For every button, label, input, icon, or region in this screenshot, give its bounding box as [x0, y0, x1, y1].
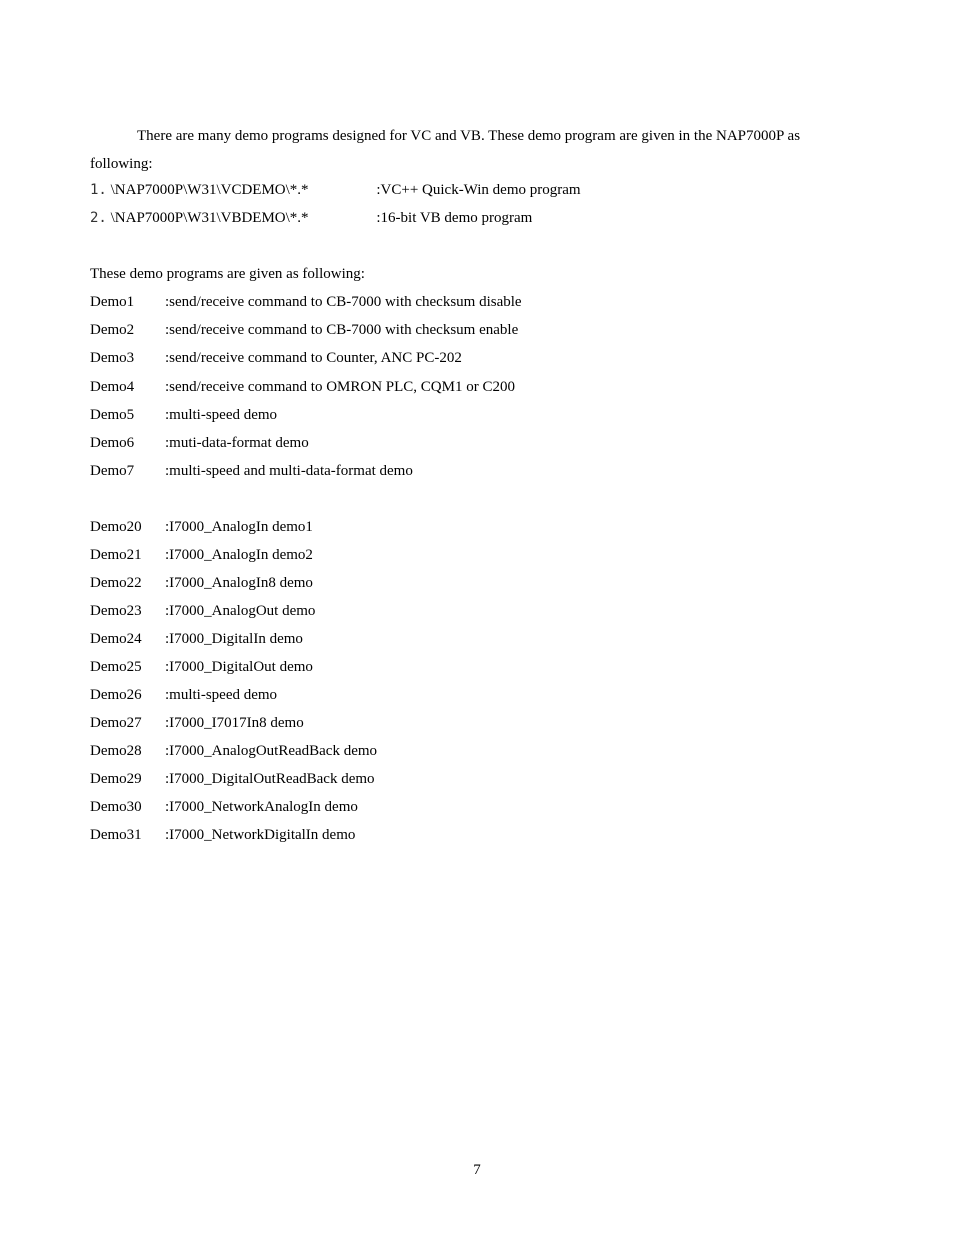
demo-description: :I7000_I7017In8 demo [165, 715, 304, 731]
demo-row [90, 401, 277, 429]
demo-row [90, 653, 313, 681]
demo-name: Demo1 [90, 294, 135, 310]
demo-description: :send/receive command to OMRON PLC, CQM1 or C200 [165, 379, 515, 395]
demo-name: Demo2 [90, 322, 135, 338]
demo-row [90, 373, 515, 401]
demo-description: :send/receive command to CB-7000 with checksum disable [165, 294, 522, 310]
demo-name: Demo21 [90, 547, 142, 563]
demo-row [90, 344, 462, 372]
demo-description: :send/receive command to Counter, ANC PC-202 [165, 350, 462, 366]
demo-name: Demo5 [90, 407, 135, 423]
demo-name: Demo31 [90, 827, 142, 843]
demo-name: Demo25 [90, 659, 142, 675]
demo-description: :I7000_AnalogOut demo [165, 603, 316, 619]
demo-name: Demo4 [90, 379, 135, 395]
demo-description: :send/receive command to CB-7000 with checksum enable [165, 322, 519, 338]
demo-row [90, 821, 355, 849]
intro-paragraph: There are many demo programs designed for VC and VB. These demo program are given in the NAP7000P as following: [90, 128, 801, 172]
demo-name: Demo7 [90, 463, 135, 479]
demo-description: :I7000_AnalogOutReadBack demo [165, 743, 378, 759]
demo-row [90, 513, 313, 541]
directory-path: \NAP7000P\W31\VCDEMO\*.* [110, 182, 309, 198]
demo-row [90, 765, 375, 793]
demo-row [90, 793, 358, 821]
directory-item [90, 176, 581, 204]
demo-row [90, 541, 313, 569]
demo-name: Demo28 [90, 743, 142, 759]
demos-heading: These demo programs are given as following: [90, 266, 365, 282]
demo-name: Demo26 [90, 687, 142, 703]
demo-description: :multi-speed demo [165, 687, 278, 703]
demo-name: Demo29 [90, 771, 142, 787]
demo-row [90, 316, 518, 344]
demo-description: :multi-speed demo [165, 407, 278, 423]
directory-number: 1. [90, 182, 107, 198]
demo-name: Demo22 [90, 575, 142, 591]
demo-row [90, 737, 377, 765]
demo-description: :I7000_NetworkDigitalIn demo [165, 827, 356, 843]
demo-description: :I7000_AnalogIn demo1 [165, 519, 313, 535]
demo-row [90, 288, 522, 316]
demo-name: Demo20 [90, 519, 142, 535]
demo-name: Demo27 [90, 715, 142, 731]
demo-name: Demo23 [90, 603, 142, 619]
demo-row [90, 569, 313, 597]
demo-name: Demo3 [90, 350, 135, 366]
demo-name: Demo24 [90, 631, 142, 647]
demo-description: :multi-speed and multi-data-format demo [165, 463, 413, 479]
directory-description: :16-bit VB demo program [376, 210, 533, 226]
demo-row [90, 709, 304, 737]
demo-description: :I7000_AnalogIn demo2 [165, 547, 313, 563]
directory-description: :VC++ Quick-Win demo program [376, 182, 581, 198]
demo-row [90, 625, 303, 653]
directory-item [90, 204, 532, 232]
page-number: 7 [473, 1162, 481, 1178]
demo-name: Demo6 [90, 435, 135, 451]
demo-row [90, 597, 315, 625]
demo-description: :I7000_DigitalIn demo [165, 631, 303, 647]
demo-row [90, 457, 413, 485]
demo-row [90, 681, 277, 709]
demo-description: :I7000_DigitalOutReadBack demo [165, 771, 375, 787]
demo-description: :I7000_NetworkAnalogIn demo [165, 799, 358, 815]
demo-description: :I7000_AnalogIn8 demo [165, 575, 313, 591]
demo-row [90, 429, 309, 457]
directory-number: 2. [90, 210, 107, 226]
demo-description: :I7000_DigitalOut demo [165, 659, 313, 675]
directory-path: \NAP7000P\W31\VBDEMO\*.* [110, 210, 309, 226]
demo-description: :muti-data-format demo [165, 435, 309, 451]
demo-name: Demo30 [90, 799, 142, 815]
